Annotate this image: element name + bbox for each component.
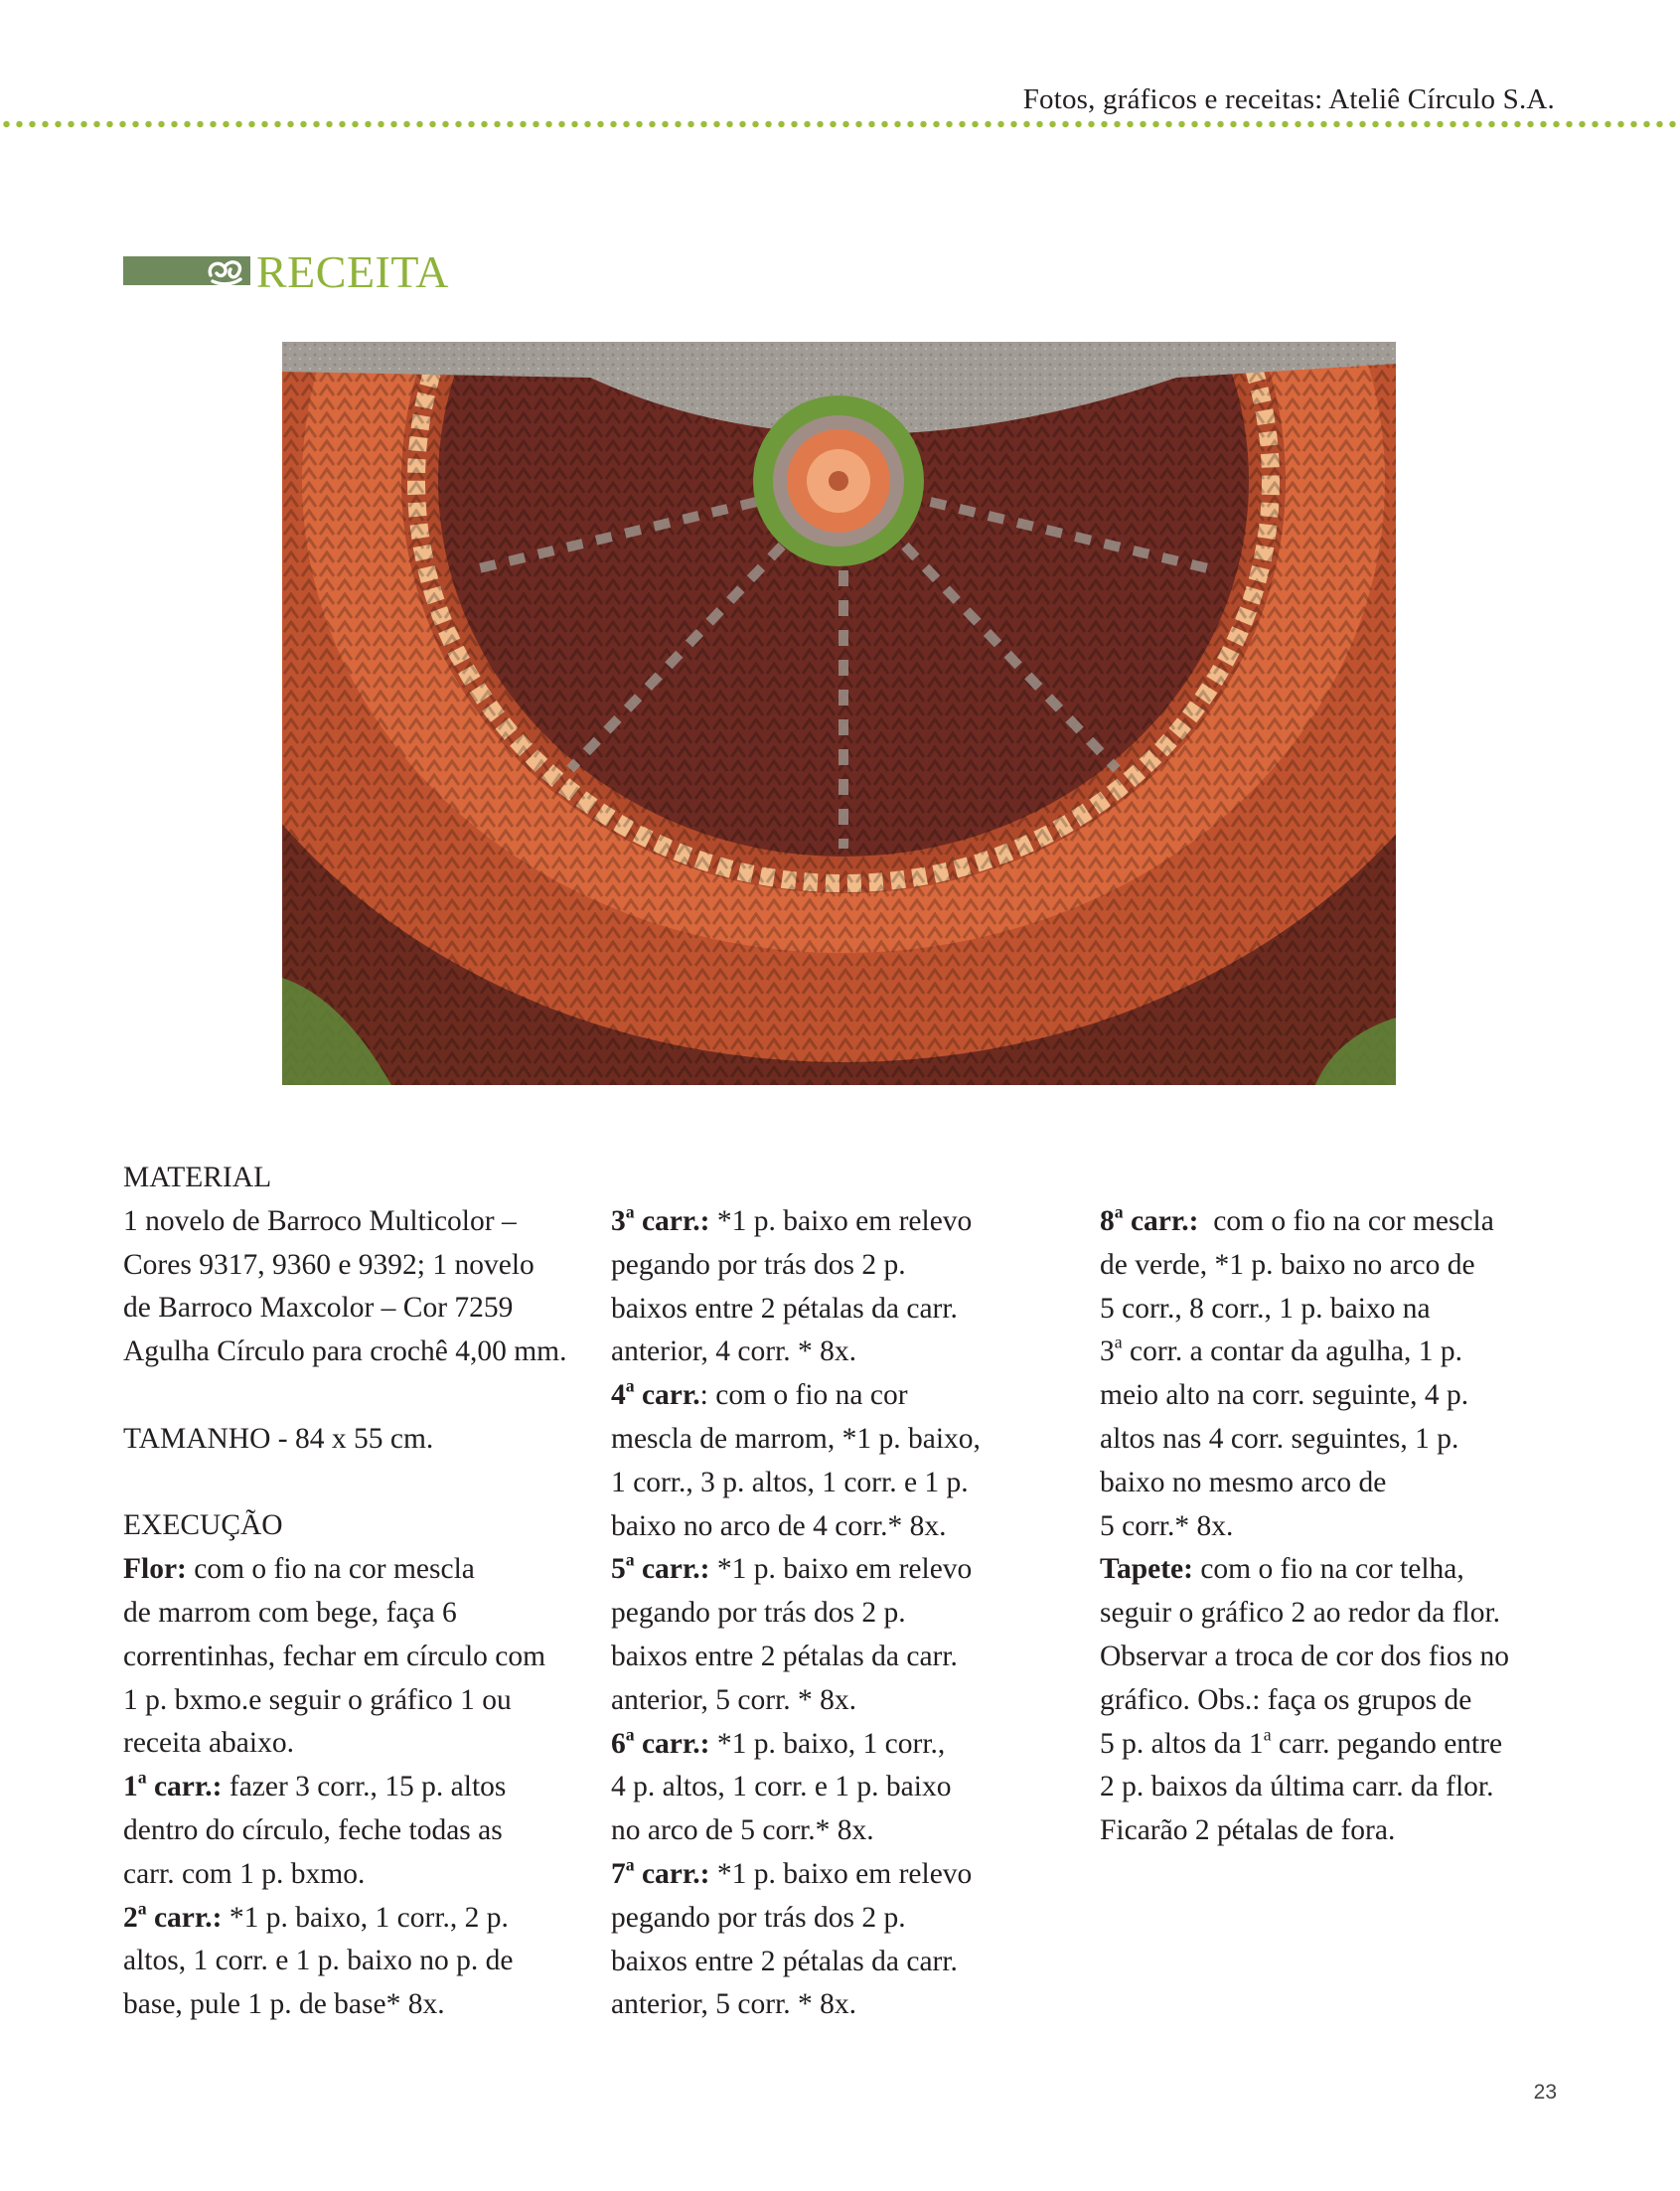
- text-line: Agulha Círculo para crochê 4,00 mm.: [123, 1335, 567, 1368]
- text-line: Ficarão 2 pétalas de fora.: [1100, 1814, 1396, 1847]
- text-line: 1 corr., 3 p. altos, 1 corr. e 1 p.: [611, 1466, 969, 1498]
- recipe-column-2: [611, 1200, 1078, 2027]
- text-line: com o fio na cor telha,: [1192, 1553, 1464, 1586]
- flower-label: Flor:: [123, 1553, 187, 1586]
- text-line: meio alto na corr. seguinte, 4 p.: [1100, 1379, 1469, 1412]
- text-line: 5 corr., 8 corr., 1 p. baixo na: [1100, 1292, 1431, 1325]
- text-line: *1 p. baixo, 1 corr.,: [709, 1727, 946, 1760]
- round-label: 8$^a$ carr.:: [1100, 1201, 1199, 1237]
- text-line: *1 p. baixo, 1 corr., 2 p.: [222, 1901, 509, 1934]
- text-line: altos nas 4 corr. seguintes, 1 p.: [1100, 1422, 1459, 1455]
- text-line: de Barroco Maxcolor – Cor 7259: [123, 1292, 514, 1325]
- text-line: anterior, 4 corr. * 8x.: [611, 1335, 857, 1368]
- text-line: 1 novelo de Barroco Multicolor –: [123, 1204, 517, 1237]
- text-line: de verde, *1 p. baixo no arco de: [1100, 1248, 1475, 1281]
- text-line: com o fio na cor mescla: [186, 1553, 475, 1586]
- execution-heading: EXECUÇÃO: [123, 1509, 283, 1542]
- recipe-column-3: 8$^a$ carr.: com o fio na cor mescla de verde, *1 p. baixo no arco de 5 corr., 8 corr., 1 p. baixo na 3$^a$ corr. a contar da agulha, 1 p. meio alto na corr. seguinte, 4 p. altos nas 4 corr. seguintes, 1 p. baixo no mesmo arco de 5 corr.* 8x. Tapete: com o fio na cor telha, seguir o gráfico 2 ao redor da flor. Observar a troca de cor dos fios no gráfico. Obs.: faça os grupos de 5 p. altos da 1$^a$ carr. pegando entre 2 p. baixos da última carr. da flor. Ficarão 2 pétalas de fora.: [1100, 1200, 1567, 1853]
- text-line: *1 p. baixo em relevo: [709, 1857, 973, 1890]
- photo-credit: Fotos, gráficos e receitas: Ateliê Círculo S.A.: [1022, 83, 1555, 115]
- text-line: receita abaixo.: [123, 1727, 294, 1760]
- round-label: 6$^a$ carr.:: [611, 1724, 710, 1760]
- text-line: Cores 9317, 9360 e 9392; 1 novelo: [123, 1248, 535, 1281]
- text-line: seguir o gráfico 2 ao redor da flor.: [1100, 1597, 1501, 1630]
- text-line: pegando por trás dos 2 p.: [611, 1248, 906, 1281]
- rug-label: Tapete:: [1100, 1553, 1193, 1586]
- text-line: corr. a contar da agulha, 1 p.: [1122, 1335, 1462, 1368]
- round-label: 7$^a$ carr.:: [611, 1854, 710, 1890]
- text-line: pegando por trás dos 2 p.: [611, 1901, 906, 1934]
- recipe-column-1: [123, 1157, 590, 2027]
- crochet-rug-photo: [282, 342, 1396, 1085]
- text-line: fazer 3 corr., 15 p. altos: [222, 1771, 507, 1803]
- text-line: Observar a troca de cor dos fios no: [1100, 1640, 1510, 1672]
- text-line: baixo no mesmo arco de: [1100, 1466, 1387, 1498]
- dotted-divider: [0, 120, 1680, 128]
- text-line: *1 p. baixo em relevo: [709, 1553, 973, 1586]
- page-number: 23: [1533, 2081, 1557, 2104]
- round-label: 3$^a$ carr.:: [611, 1201, 710, 1237]
- section-title: RECEITA: [256, 246, 450, 297]
- text-line: gráfico. Obs.: faça os grupos de: [1100, 1683, 1472, 1716]
- text-line: correntinhas, fechar em círculo com: [123, 1640, 546, 1672]
- text-line: mescla de marrom, *1 p. baixo,: [611, 1422, 981, 1455]
- text-line: : com o fio na cor: [699, 1379, 908, 1412]
- text-line: de marrom com bege, faça 6: [123, 1596, 457, 1629]
- round-label: 4$^a$ carr.: [611, 1375, 700, 1412]
- round-label: 1$^a$ carr.:: [123, 1767, 223, 1803]
- text-line: com o fio na cor mescla: [1198, 1205, 1494, 1237]
- text-line: anterior, 5 corr. * 8x.: [611, 1683, 857, 1716]
- text-line: dentro do círculo, feche todas as: [123, 1813, 503, 1846]
- text-line: 4 p. altos, 1 corr. e 1 p. baixo: [611, 1771, 952, 1803]
- text-line: 5 corr.* 8x.: [1100, 1509, 1234, 1542]
- text-line: 5 p. altos da 1: [1100, 1727, 1264, 1760]
- text-line: anterior, 5 corr. * 8x.: [611, 1988, 857, 2021]
- ordinal-number: 3: [1100, 1335, 1115, 1368]
- text-line: carr. com 1 p. bxmo.: [123, 1857, 366, 1890]
- round-label: 5$^a$ carr.:: [611, 1550, 710, 1586]
- material-heading: MATERIAL: [123, 1162, 272, 1193]
- text-line: 1 p. bxmo.e seguir o gráfico 1 ou: [123, 1683, 512, 1716]
- text-line: altos, 1 corr. e 1 p. baixo no p. de: [123, 1945, 514, 1977]
- text-line: 2 p. baixos da última carr. da flor.: [1100, 1771, 1494, 1803]
- text-line: *1 p. baixo em relevo: [709, 1205, 973, 1237]
- swirl-ornament-icon: [205, 253, 246, 287]
- text-line: baixos entre 2 pétalas da carr.: [611, 1292, 958, 1325]
- round-label: 2$^a$ carr.:: [123, 1898, 223, 1934]
- text-line: baixos entre 2 pétalas da carr.: [611, 1640, 958, 1672]
- text-line: baixos entre 2 pétalas da carr.: [611, 1945, 958, 1977]
- size-line: TAMANHO - 84 x 55 cm.: [123, 1422, 434, 1455]
- text-line: baixo no arco de 4 corr.* 8x.: [611, 1509, 947, 1542]
- text-line: base, pule 1 p. de base* 8x.: [123, 1988, 445, 2021]
- text-line: no arco de 5 corr.* 8x.: [611, 1814, 874, 1847]
- text-line: pegando por trás dos 2 p.: [611, 1597, 906, 1630]
- text-line: carr. pegando entre: [1271, 1727, 1503, 1760]
